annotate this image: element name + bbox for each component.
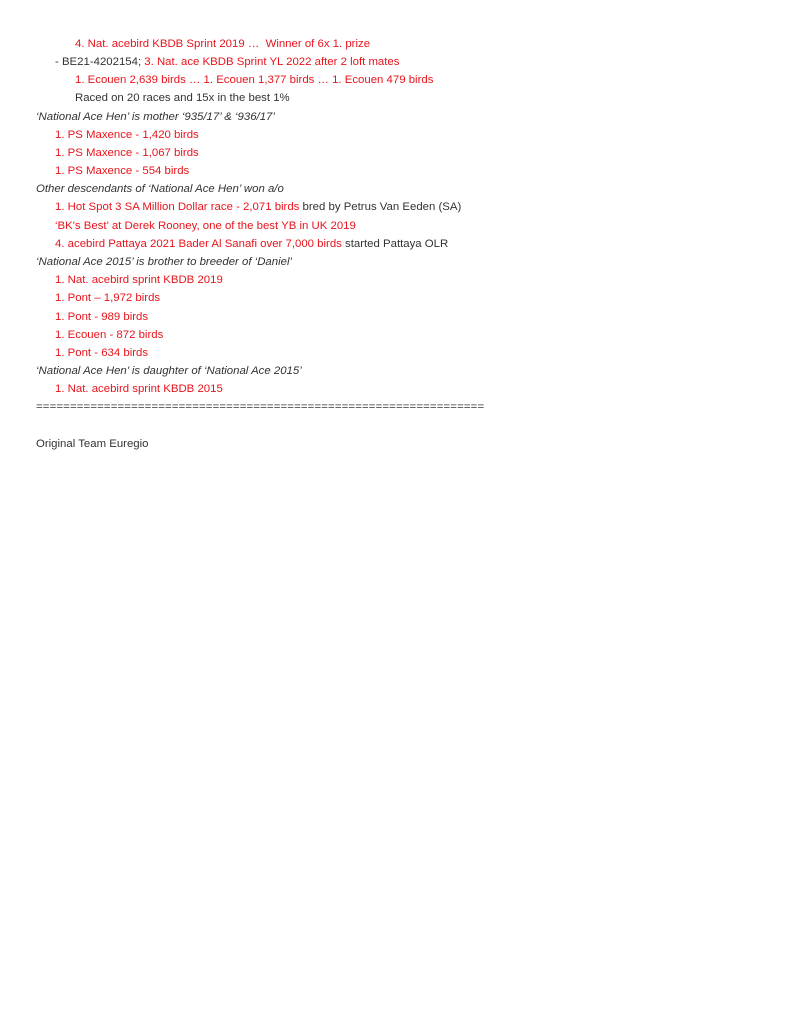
pedigree-line: 4. Nat. acebird KBDB Sprint 2019 … Winner of 6x 1. prize xyxy=(75,38,371,50)
separator-line: ================================================================== xyxy=(36,401,485,413)
section-heading: ‘National Ace Hen’ is daughter of ‘National Ace 2015’ xyxy=(36,365,302,377)
pedigree-line xyxy=(55,237,448,251)
pedigree-line: 1. Nat. acebird sprint KBDB 2019 xyxy=(55,274,223,286)
pedigree-line: 1. PS Maxence - 554 birds xyxy=(55,165,190,177)
pedigree-line: Raced on 20 races and 15x in the best 1% xyxy=(75,92,290,104)
section-heading: Other descendants of ‘National Ace Hen’ won a/o xyxy=(36,183,284,195)
breeder-note: started Pattaya OLR xyxy=(341,238,449,250)
pedigree-line xyxy=(55,55,399,69)
result-text: 3. Nat. ace KBDB Sprint YL 2022 after 2 loft mates xyxy=(144,56,400,68)
pedigree-line: 1. Pont - 989 birds xyxy=(55,311,149,323)
pedigree-line: 1. Nat. acebird sprint KBDB 2015 xyxy=(55,383,223,395)
pedigree-line: ‘BK's Best’ at Derek Rooney, one of the best YB in UK 2019 xyxy=(55,220,356,232)
pedigree-line: 1. Ecouen - 872 birds xyxy=(55,329,164,341)
pedigree-line: 1. Ecouen 2,639 birds … 1. Ecouen 1,377 birds … 1. Ecouen 479 birds xyxy=(75,74,434,86)
result-text: 4. acebird Pattaya 2021 Bader Al Sanafi over 7,000 birds xyxy=(55,238,342,250)
breeder-note: bred by Petrus Van Eeden (SA) xyxy=(299,201,462,213)
ring-number: - BE21-4202154; xyxy=(55,56,145,68)
result-text: 1. Hot Spot 3 SA Million Dollar race - 2,071 birds xyxy=(55,201,300,213)
pedigree-line: 1. Pont - 634 birds xyxy=(55,347,149,359)
pedigree-line: 1. Pont – 1,972 birds xyxy=(55,292,161,304)
section-heading: ‘National Ace Hen’ is mother ‘935/17’ & ‘936/17’ xyxy=(36,111,275,123)
pedigree-line xyxy=(55,200,461,214)
section-heading: ‘National Ace 2015’ is brother to breeder of ‘Daniel’ xyxy=(36,256,293,268)
footer-text: Original Team Euregio xyxy=(36,438,149,450)
pedigree-line: 1. PS Maxence - 1,420 birds xyxy=(55,129,199,141)
pedigree-line: 1. PS Maxence - 1,067 birds xyxy=(55,147,199,159)
